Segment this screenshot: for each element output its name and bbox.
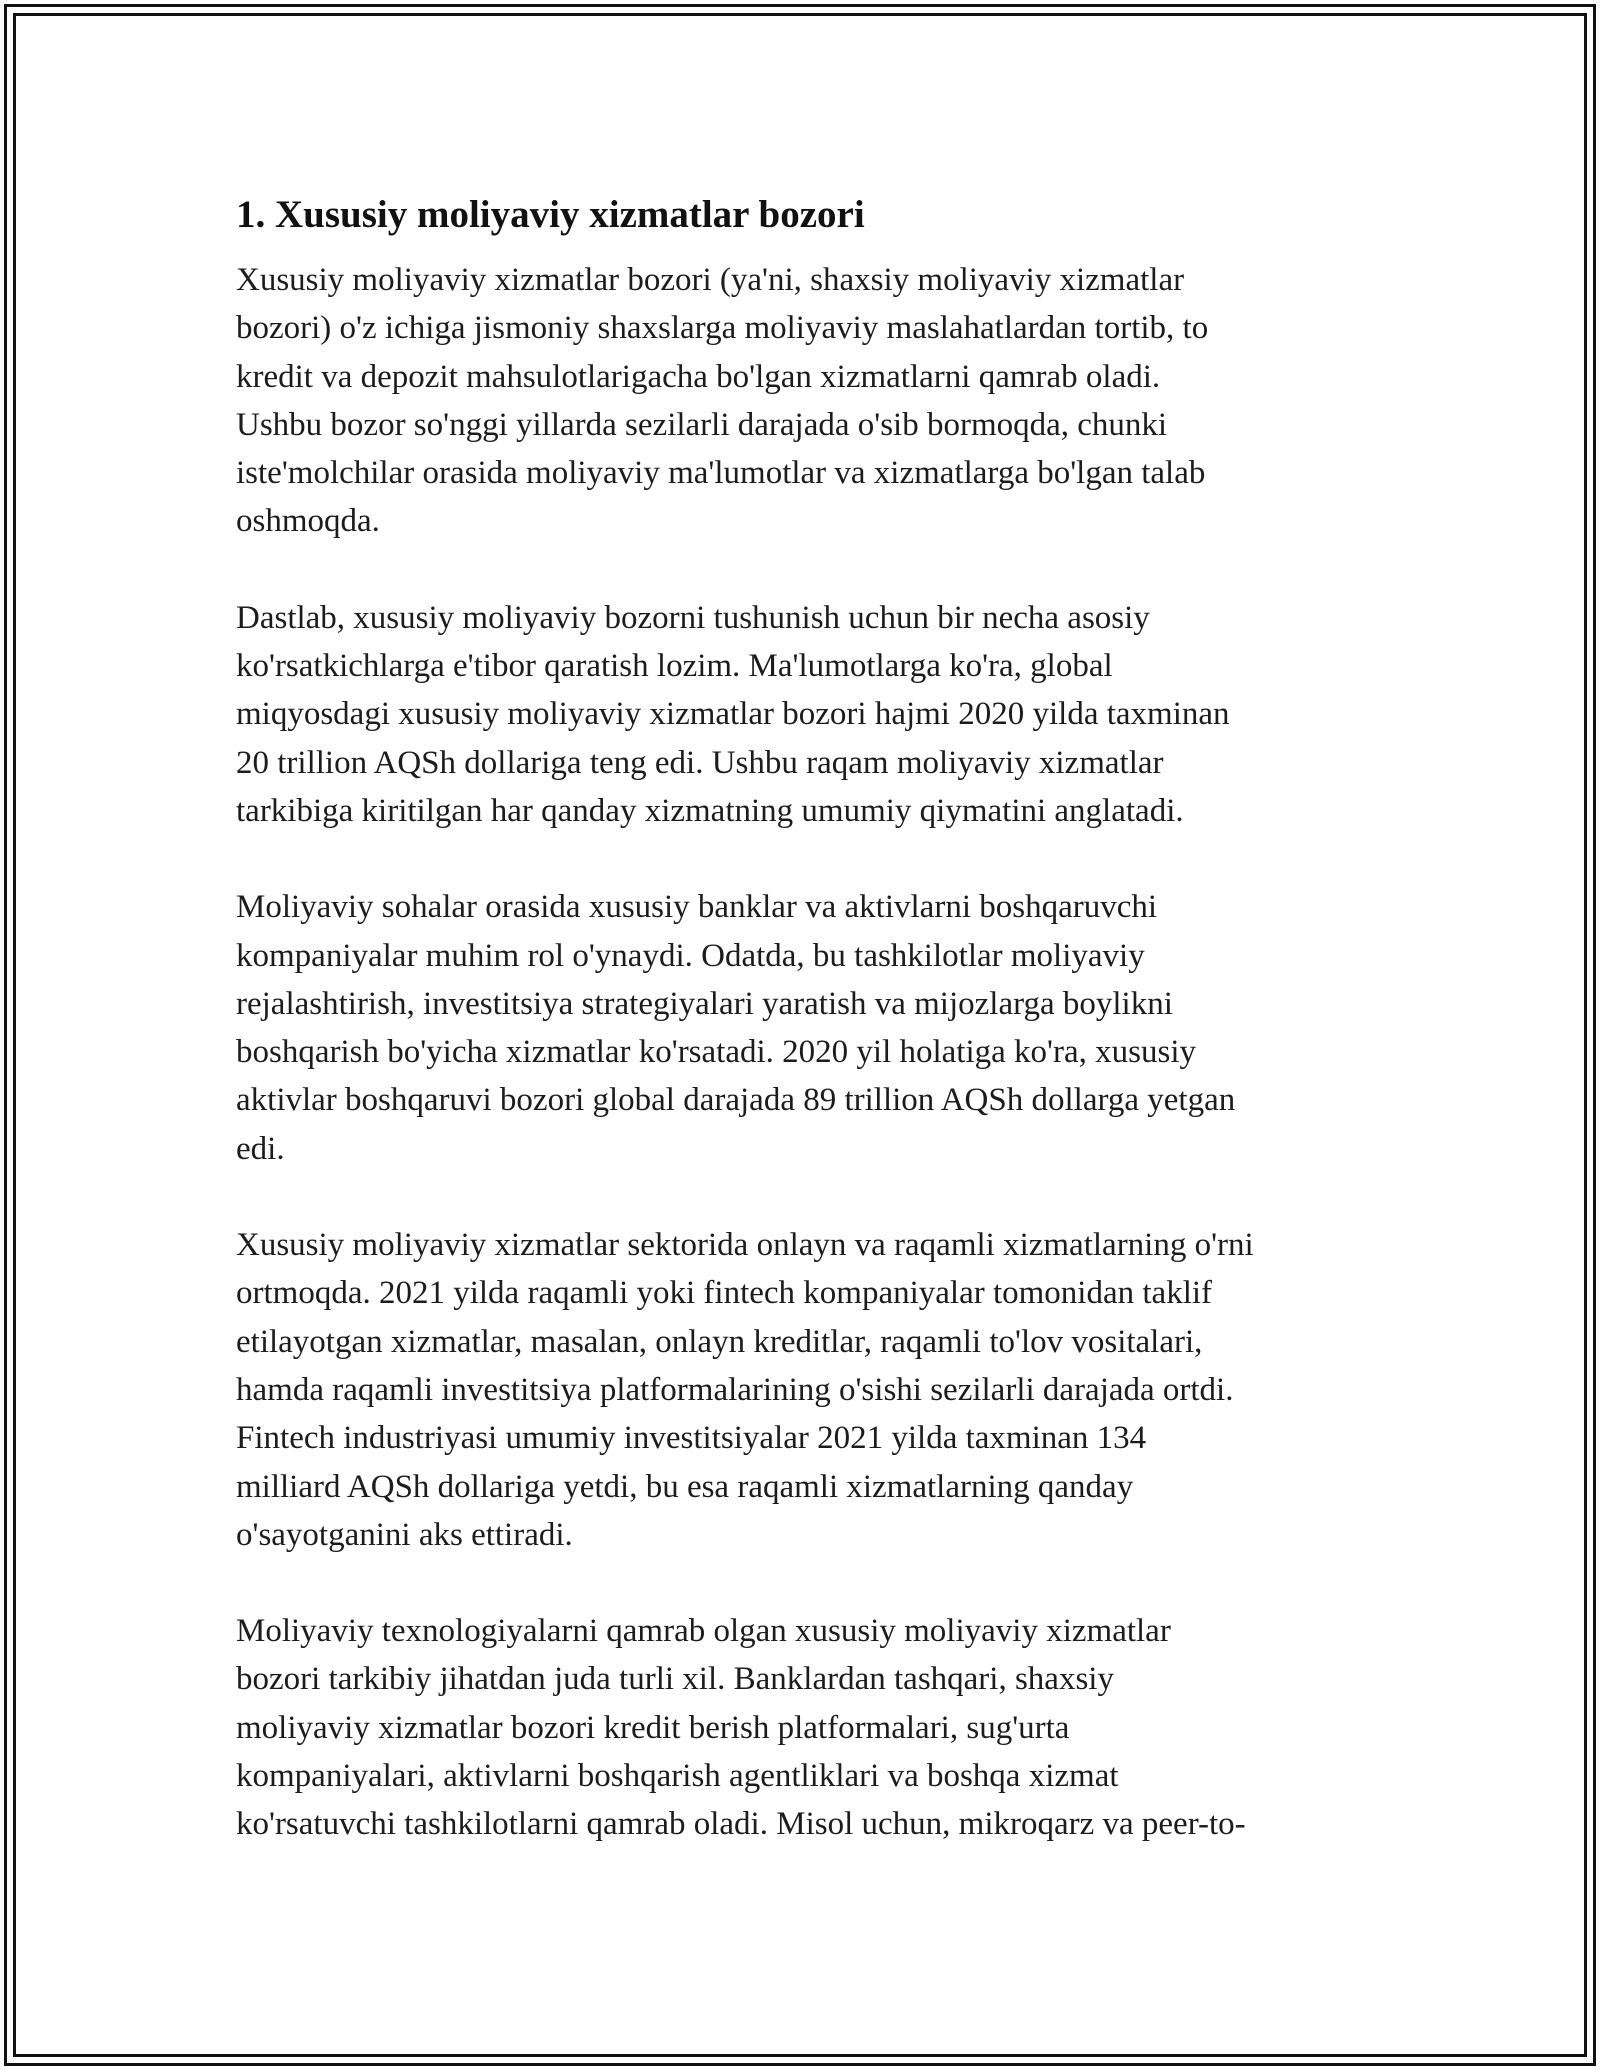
paragraph: Xususiy moliyaviy xizmatlar bozori (ya'ni, shaxsiy moliyaviy xizmatlar bozori) o'z ichiga jismoniy shaxslarga moliyaviy maslahatlardan tortib, to kredit va depozit mahsulotlarigacha bo'lgan xizmatlarni qamrab oladi. Ushbu bozor so'nggi yillarda sezilarli darajada o'sib bormoqda, chunki iste'molchilar orasida moliyaviy ma'lumotlar va xizmatlarga bo'lgan talab oshmoqda. [236, 262, 1209, 540]
paragraph: Moliyaviy sohalar orasida xususiy banklar va aktivlarni boshqaruvchi kompaniyalar muhim rol o'ynaydi. Odatda, bu tashkilotlar moliyaviy rejalashtirish, investitsiya strategiyalari yaratish va mijozlarga boylikni boshqarish bo'yicha xizmatlar ko'rsatadi. 2020 yil holatiga ko'ra, xususiy aktivlar boshqaruvi bozori global darajada 89 trillion AQSh dollarga yetgan edi. [236, 889, 1236, 1167]
section-title: 1. Xususiy moliyaviy xizmatlar bozori [236, 193, 865, 236]
paragraph: Xususiy moliyaviy xizmatlar sektorida onlayn va raqamli xizmatlarning o'rni ortmoqda. 2021 yilda raqamli yoki fintech kompaniyalar tomonidan taklif etilayotgan xizmatlar, masalan, onlayn kreditlar, raqamli to'lov vositalari, hamda raqamli investitsiya platformalarining o'sishi sezilarli darajada ortdi. Fintech industriyasi umumiy investitsiyalar 2021 yilda taxminan 134 milliard AQSh dollariga yetdi, bu esa raqamli xizmatlarning qanday o'sayotganini aks ettiradi. [236, 1227, 1254, 1553]
document-body [236, 186, 1366, 1897]
paragraph: Dastlab, xususiy moliyaviy bozorni tushunish uchun bir necha asosiy ko'rsatkichlarga e'tibor qaratish lozim. Ma'lumotlarga ko'ra, global miqyosdagi xususiy moliyaviy xizmatlar bozori hajmi 2020 yilda taxminan 20 trillion AQSh dollariga teng edi. Ushbu raqam moliyaviy xizmatlar tarkibiga kiritilgan har qanday xizmatning umumiy qiymatini anglatadi. [236, 599, 1230, 829]
paragraph: Moliyaviy texnologiyalarni qamrab olgan xususiy moliyaviy xizmatlar bozori tarkibiy jihatdan juda turli xil. Banklardan tashqari, shaxsiy moliyaviy xizmatlar bozori kredit berish platformalari, sug'urta kompaniyalari, aktivlarni boshqarish agentliklari va boshqa xizmat ko'rsatuvchi tashkilotlarni qamrab oladi. Misol uchun, mikroqarz va peer-to- [236, 1613, 1246, 1843]
